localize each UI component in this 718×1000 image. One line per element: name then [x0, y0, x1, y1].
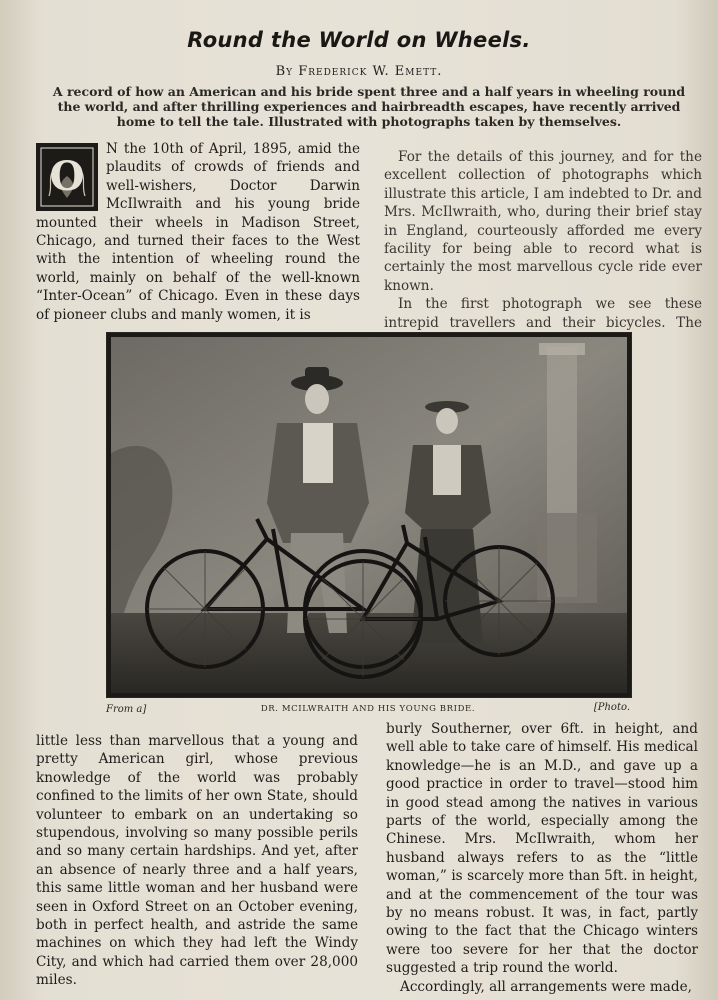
drop-cap-ornament — [36, 143, 98, 211]
drop-cap-letter-icon — [39, 146, 95, 208]
paragraph-arrangements: Accordingly, all arrangements were made, — [400, 978, 692, 995]
article-byline: By Frederick W. Emett. — [275, 64, 443, 79]
column-2 — [384, 148, 702, 350]
photograph — [106, 332, 632, 698]
column-3 — [36, 732, 358, 990]
paragraph-opening: N the 10th of April, 1895, amid the plaudits of crowds of friends and well-wishers, Doctor Darwin McIlwraith and his young bride mounted their wheels in Madison Street, Chicago, and turned their faces to the West with the intention of wheeling round the world, mainly on behalf of the well-known “Inter-Ocean” of Chicago. Even in these days of pioneer clubs and manly women, it is — [36, 141, 360, 323]
article-intro: A record of how an American and his bride spent three and a half years in wheeling round the world, and after thrilling experiences and hairbreadth escapes, have recently arrived home to tell the tale. Illustrated with photographs taken by themselves. — [52, 84, 686, 129]
article-title: Round the World on Wheels. — [187, 28, 531, 52]
column-1 — [36, 140, 360, 324]
paragraph-doctor-description: burly Southerner, over 6ft. in height, and well able to take care of himself. His medical knowledge—he is an M.D., and gave up a good practice in order to travel—stood him in good stead among the natives in various parts of the world, especially among the Chinese. Mrs. McIlwraith, whom her husband always refers to as the “little woman,” is scarcely more than 5ft. in height, and at the commencement of the tour was by no means robust. It was, in fact, partly owing to the fact that the Chicago winters were too severe for her that the doctor suggested a trip round the world. — [386, 721, 698, 977]
paragraph-continuation: little less than marvellous that a young and pretty American girl, whose previous knowledge of the world was probably confined to the limits of her own State, should volunteer to embark on an undertaking so stupendous, involving so many possible perils and so many certain hardships. And yet, after an absence of nearly three and a half years, this same little woman and her husband were seen in Oxford Street on an October evening, both in perfect health, and astride the same machines on which they had left the Windy City, and which had carried them over 28,000 miles. — [36, 733, 358, 989]
drop-cap-text: O — [49, 153, 85, 200]
column-4 — [386, 720, 698, 996]
paragraph-acknowledgement: For the details of this journey, and for the excellent collection of photographs which illustrate this article, I am indebted to Dr. and Mrs. McIlwraith, who, during their brief stay in England, courteously afforded me every facility for being able to record what is certainly the most marvellous cycle ride ever known. — [384, 149, 702, 294]
photo-caption: DR. MCILWRAITH AND HIS YOUNG BRIDE. — [260, 704, 476, 714]
photo-credit-right: [Photo. — [593, 702, 630, 713]
couple-with-bicycles-image — [107, 333, 631, 697]
photo-credit-left: From a] — [106, 704, 147, 715]
paragraph-first-photograph: In the first photograph we see these intrepid travellers and their bicycles. The — [384, 296, 702, 331]
